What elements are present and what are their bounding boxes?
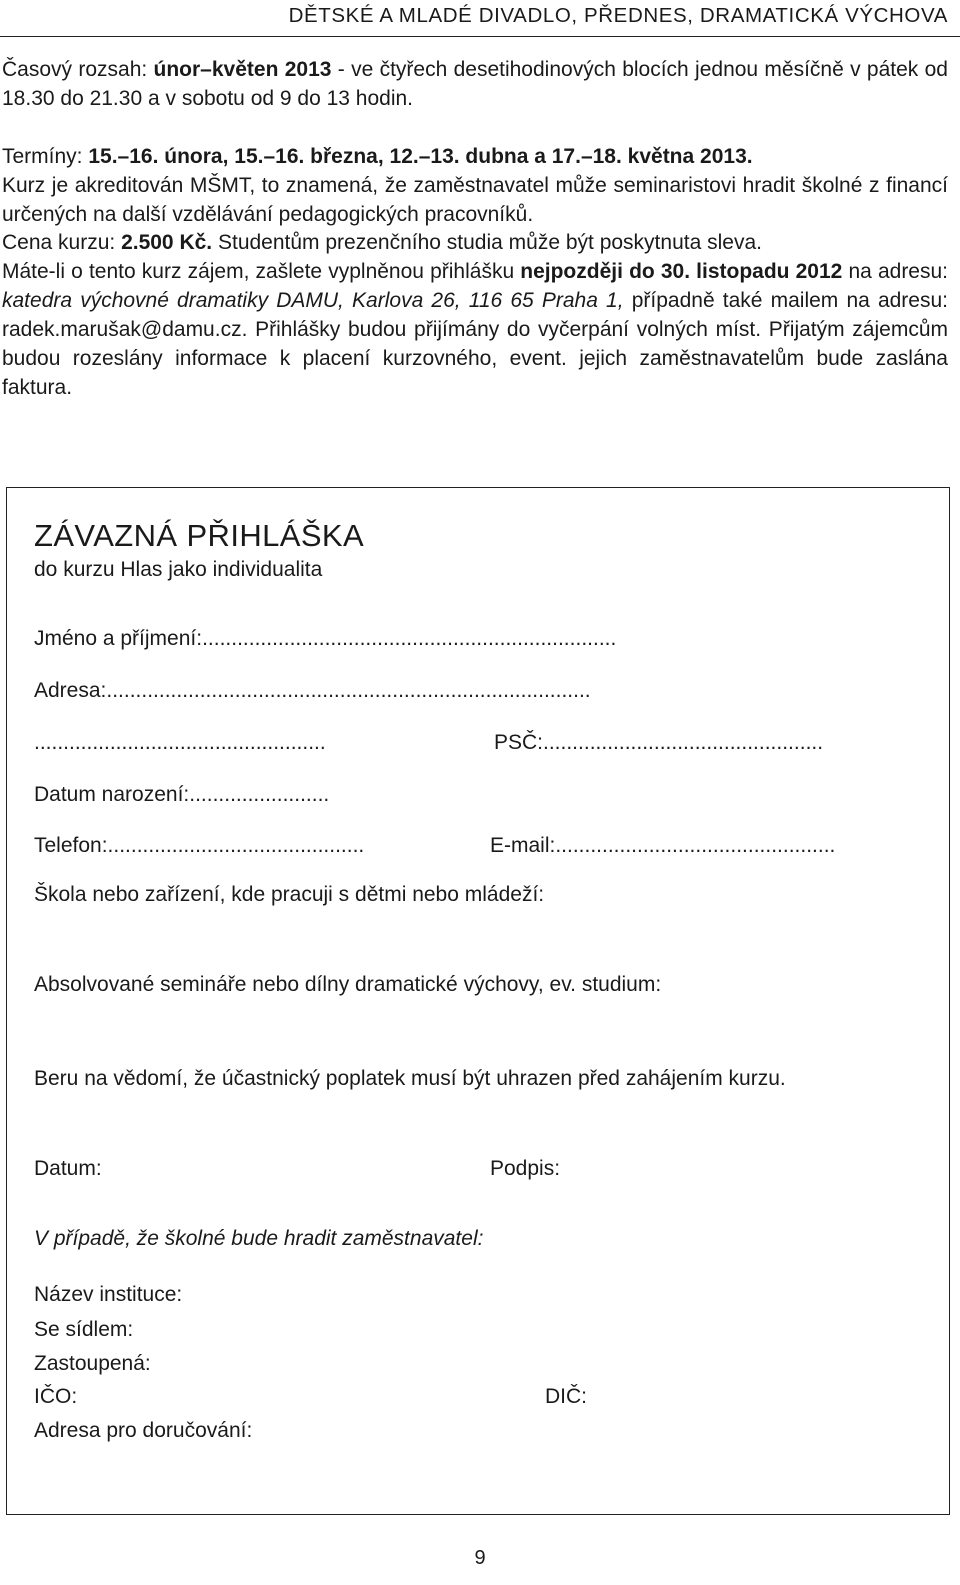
delivery-address-field[interactable]: Adresa pro doručování:	[34, 1419, 253, 1442]
ico-field[interactable]: IČO:	[34, 1385, 78, 1408]
schedule-period: únor–květen 2013	[153, 58, 332, 81]
dates-paragraph	[2, 142, 948, 171]
represented-field[interactable]: Zastoupená:	[34, 1352, 151, 1375]
employer-heading: V případě, že školné bude hradit zaměstnavatel:	[34, 1227, 484, 1250]
accreditation-paragraph: Kurz je akreditován MŠMT, to znamená, že zaměstnavatel může seminaristovi hradit školné z financí určených na další vzdělávání pedagogických pracovníků.	[2, 174, 948, 226]
apply-prefix: Máte-li o tento kurz zájem, zašlete vyplněnou přihlášku	[2, 260, 521, 283]
apply-mid: na adresu:	[842, 260, 949, 283]
institution-field[interactable]: Název instituce:	[34, 1283, 183, 1306]
name-field[interactable]: Jméno a příjmení:.......................................................................	[34, 627, 617, 650]
price-rest: Studentům prezenčního studia může být poskytnuta sleva.	[212, 231, 762, 254]
form-title: ZÁVAZNÁ PŘIHLÁŠKA	[34, 518, 365, 553]
price-prefix: Cena kurzu:	[2, 231, 122, 254]
zip-field[interactable]: PSČ:................................................	[494, 731, 824, 754]
dic-field[interactable]: DIČ:	[545, 1385, 587, 1408]
schedule-paragraph	[2, 55, 948, 113]
address-continuation-field[interactable]: ..................................................	[34, 731, 326, 754]
header-rule	[0, 36, 960, 37]
apply-rest: případně také mailem na adresu: radek.marušak@damu.cz. Přihlášky budou přijímány do vyčerpání volných míst. Přijatým zájemcům budou rozeslány informace k placení kurzovného, event. jejich zaměstnavatelům bude zaslána faktura.	[2, 289, 948, 399]
date-field[interactable]: Datum:	[34, 1157, 102, 1180]
form-subtitle: do kurzu Hlas jako individualita	[34, 558, 323, 581]
application-paragraph	[2, 257, 948, 402]
price-value: 2.500 Kč.	[121, 231, 213, 254]
schedule-rest: - ve čtyřech desetihodinových blocích jednou měsíčně v pátek od 18.30 do 21.30 a v sobotu od 9 do 13 hodin.	[2, 58, 948, 110]
price-paragraph	[2, 228, 948, 257]
phone-field[interactable]: Telefon:............................................	[34, 834, 365, 857]
apply-deadline: nejpozději do 30. listopadu 2012	[520, 260, 843, 283]
dates-prefix: Termíny:	[2, 145, 89, 168]
dates-list: 15.–16. února, 15.–16. března, 12.–13. dubna a 17.–18. května 2013.	[88, 145, 753, 168]
schedule-prefix: Časový rozsah:	[2, 58, 154, 81]
apply-address: katedra výchovné dramatiky DAMU, Karlova 26, 116 65 Praha 1,	[2, 289, 624, 312]
page-number: 9	[474, 1547, 486, 1569]
email-field[interactable]: E-mail:................................................	[490, 834, 836, 857]
school-field[interactable]: Škola nebo zařízení, kde pracuji s dětmi nebo mládeží:	[34, 883, 545, 906]
address-field[interactable]: Adresa:...................................................................................	[34, 679, 591, 702]
seat-field[interactable]: Se sídlem:	[34, 1318, 134, 1341]
fee-notice: Beru na vědomí, že účastnický poplatek musí být uhrazen před zahájením kurzu.	[34, 1067, 786, 1090]
birth-date-field[interactable]: Datum narození:........................	[34, 783, 330, 806]
signature-field[interactable]: Podpis:	[490, 1157, 561, 1180]
running-header: DĚTSKÉ A MLADÉ DIVADLO, PŘEDNES, DRAMATICKÁ VÝCHOVA	[288, 4, 948, 27]
seminars-field[interactable]: Absolvované semináře nebo dílny dramatické výchovy, ev. studium:	[34, 973, 662, 996]
